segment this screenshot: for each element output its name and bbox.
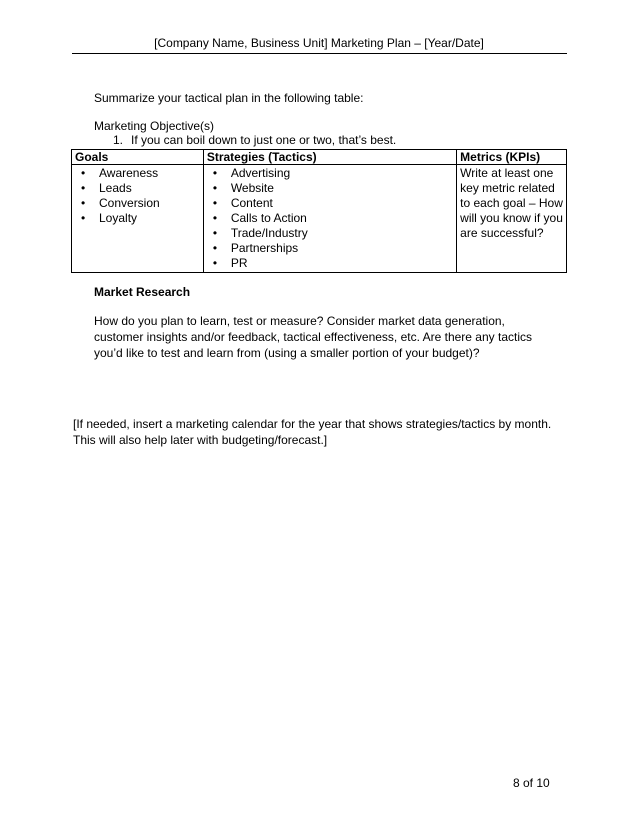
calendar-note: [If needed, insert a marketing calendar for the year that shows strategies/tactics by month. This will also help later with budgeting/forecast.] xyxy=(73,417,552,447)
goal-item: • Loyalty xyxy=(75,211,200,226)
intro-text: Summarize your tactical plan in the following table: xyxy=(94,91,364,105)
header-goals: Goals xyxy=(72,150,204,165)
goal-item: • Conversion xyxy=(75,196,200,211)
metrics-text: Write at least one key metric related to each goal – How will you know if you are successful? xyxy=(460,166,563,240)
strategy-item: • Calls to Action xyxy=(207,211,453,226)
table-header-row xyxy=(72,150,567,165)
metrics-cell xyxy=(457,165,567,273)
strategy-item: • Website xyxy=(207,181,453,196)
objective-text: If you can boil down to just one or two, that’s best. xyxy=(131,133,397,147)
goal-item: • Leads xyxy=(75,181,200,196)
strategy-item: • Trade/Industry xyxy=(207,226,453,241)
goals-list xyxy=(75,166,200,226)
market-research-heading: Market Research xyxy=(94,285,191,299)
page-number: 8 of 10 xyxy=(513,776,550,790)
strategy-item: • PR xyxy=(207,256,453,271)
strategies-list xyxy=(207,166,453,271)
strategies-cell xyxy=(203,165,456,273)
objective-number: 1. xyxy=(113,133,124,147)
header-divider xyxy=(72,53,567,54)
marketing-objective-label: Marketing Objective(s) xyxy=(94,119,215,133)
goal-item: • Awareness xyxy=(75,166,200,181)
strategy-item: • Content xyxy=(207,196,453,211)
header-strategies: Strategies (Tactics) xyxy=(203,150,456,165)
table-row xyxy=(72,165,567,273)
strategy-item: • Partnerships xyxy=(207,241,453,256)
strategy-item: • Advertising xyxy=(207,166,453,181)
objective-list-item xyxy=(113,133,396,147)
market-research-body: How do you plan to learn, test or measure? Consider market data generation, customer insights and/or feedback, tactical effectiveness, etc. Are there any tactics you’d like to test and learn from (using a smaller portion of your budget)? xyxy=(94,314,532,360)
page-header-title: [Company Name, Business Unit] Marketing Plan – [Year/Date] xyxy=(154,36,484,50)
goals-cell xyxy=(72,165,204,273)
header-metrics: Metrics (KPIs) xyxy=(457,150,567,165)
tactical-plan-table xyxy=(71,149,567,273)
